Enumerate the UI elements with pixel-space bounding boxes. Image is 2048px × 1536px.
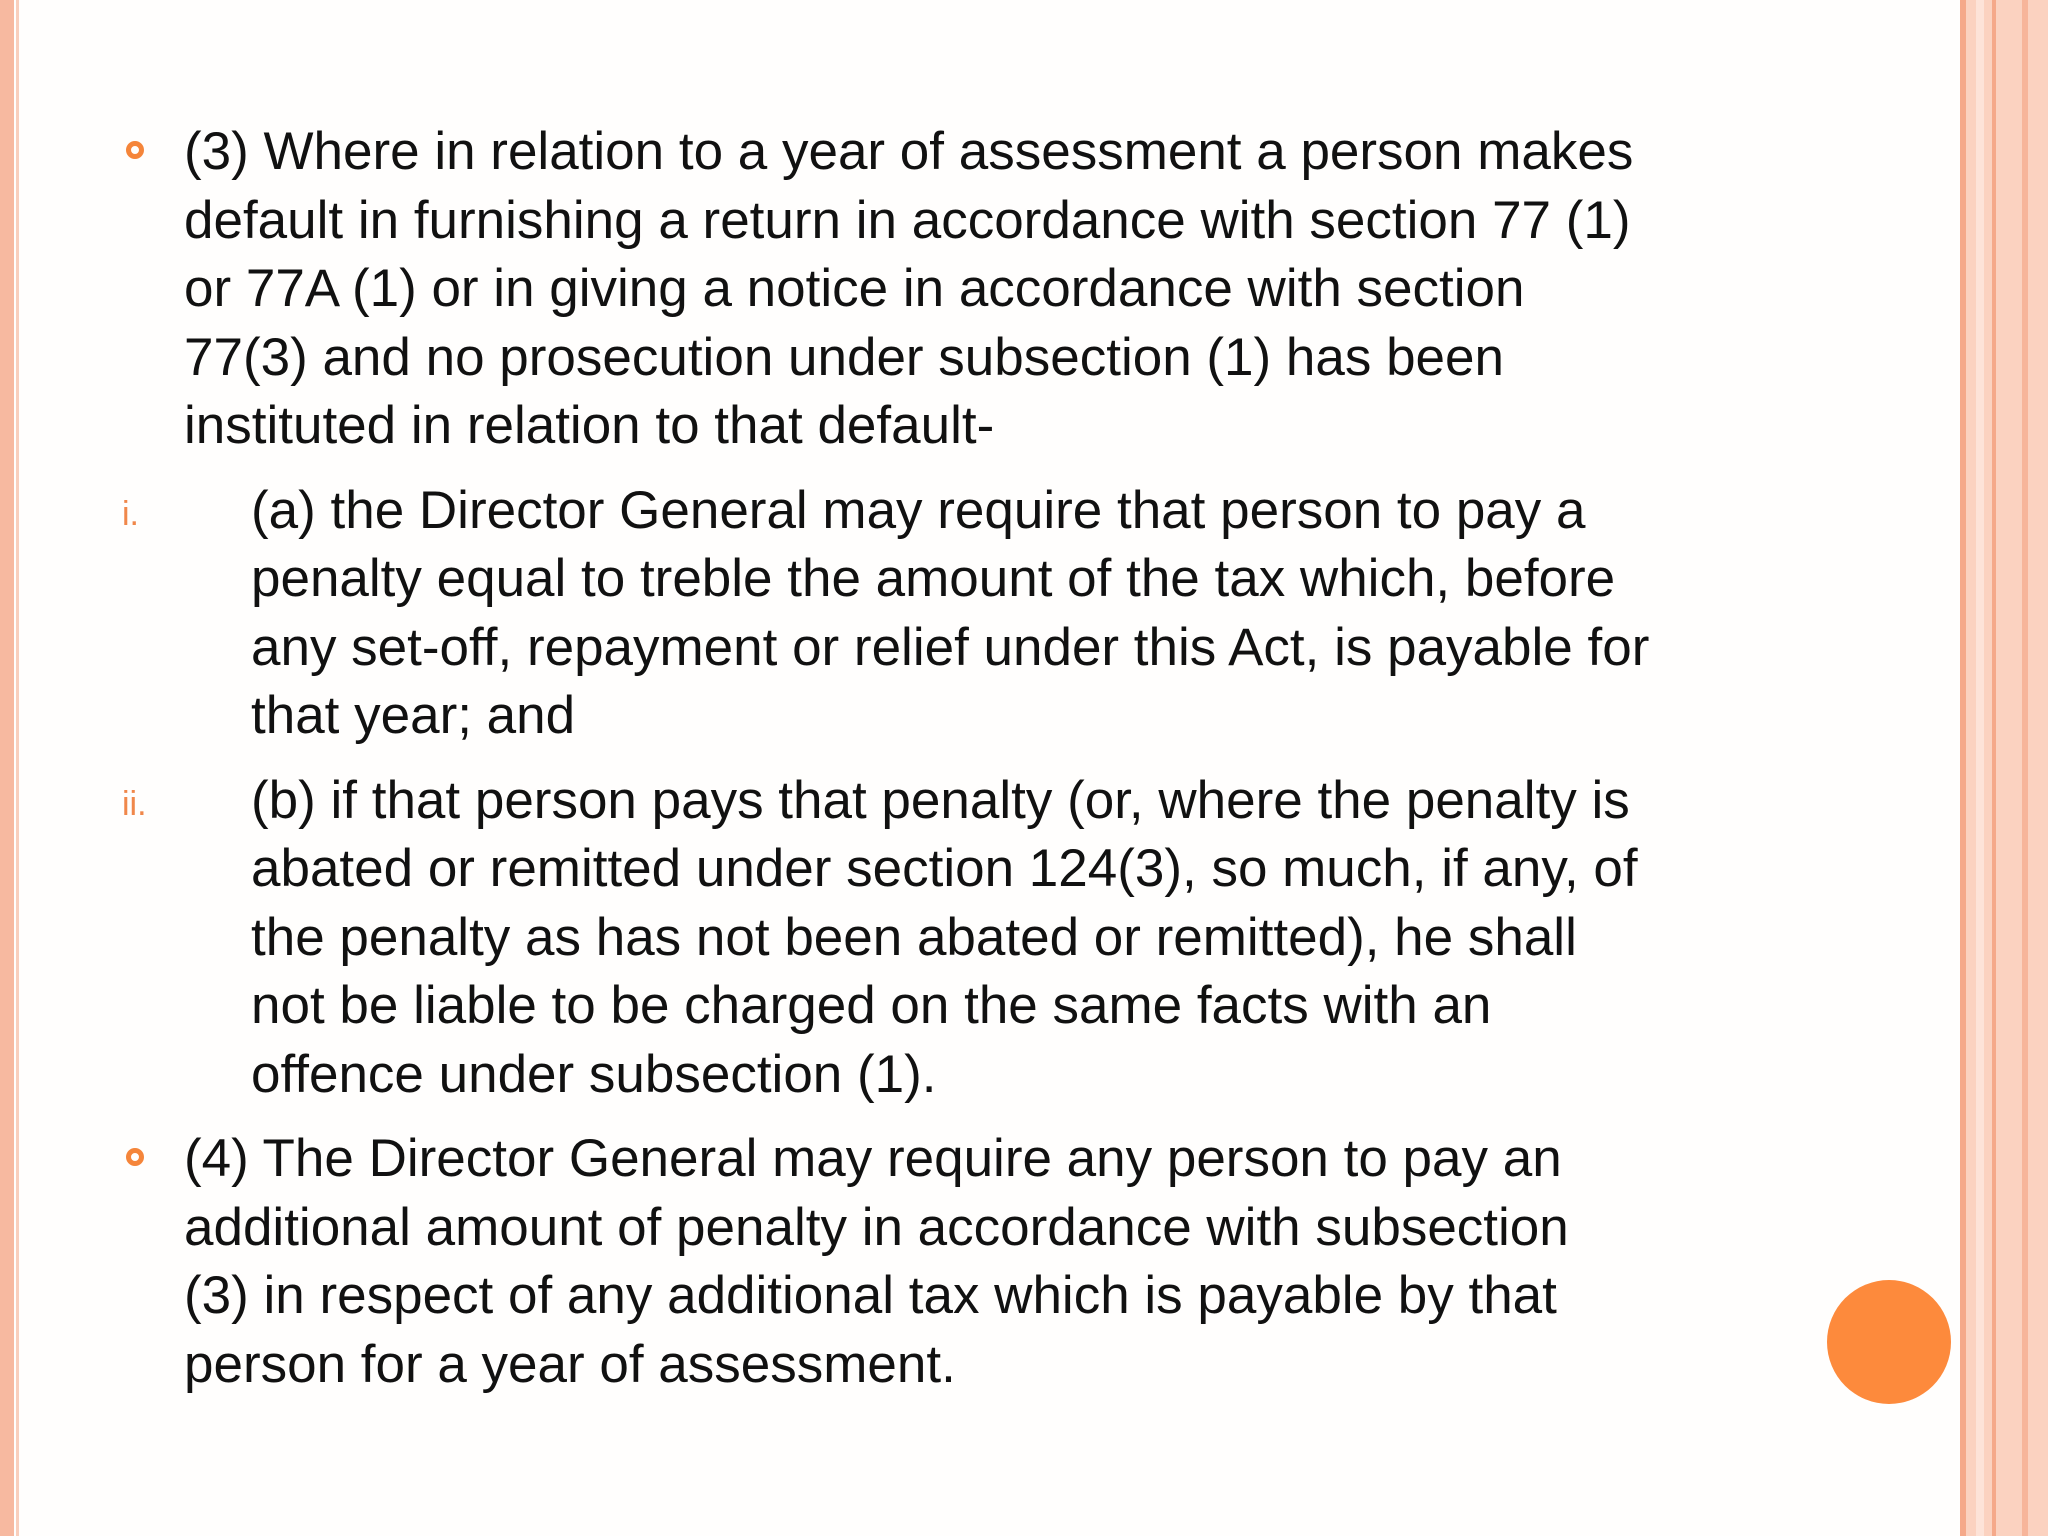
- left-border-decoration: [0, 0, 14, 1536]
- bullet-item-subsection-3: [120, 118, 1780, 461]
- bullet-item-subsection-4: [120, 1125, 1780, 1399]
- list-number: i.: [122, 494, 139, 533]
- numbered-item-a: [120, 477, 1780, 751]
- slide-body: [120, 118, 1780, 1399]
- bullet-text: (4) The Director General may require any person to pay an additional amount of penalty in accordance with subsection (3) in respect of any additional tax which is payable by that person for a year of assessment.: [184, 1129, 1569, 1394]
- circle-bullet-icon: [126, 141, 144, 159]
- right-border-line: [1976, 0, 1984, 1536]
- orange-circle-decoration: [1827, 1280, 1951, 1404]
- list-number: ii.: [122, 784, 147, 823]
- numbered-text: (a) the Director General may require that person to pay a penalty equal to treble the amount of the tax which, before any set-off, repayment or relief under this Act, is payable for that year; and: [251, 480, 1650, 745]
- left-border-line: [16, 0, 19, 1536]
- numbered-item-b: [120, 767, 1780, 1110]
- right-border-line: [1992, 0, 1996, 1536]
- right-border-line: [1960, 0, 1966, 1536]
- numbered-text: (b) if that person pays that penalty (or, where the penalty is abated or remitted under section 124(3), so much, if any, of the penalty as has not been abated or remitted), he shall not be liable to be charged on the same facts with an offence under subsection (1).: [251, 770, 1638, 1104]
- circle-bullet-icon: [126, 1148, 144, 1166]
- bullet-text: (3) Where in relation to a year of assessment a person makes default in furnishing a return in accordance with section 77 (1) or 77A (1) or in giving a notice in accordance with section 77(3) and no prosecution under subsection (1) has been instituted in relation to that default-: [184, 122, 1634, 455]
- right-border-line: [2022, 0, 2028, 1536]
